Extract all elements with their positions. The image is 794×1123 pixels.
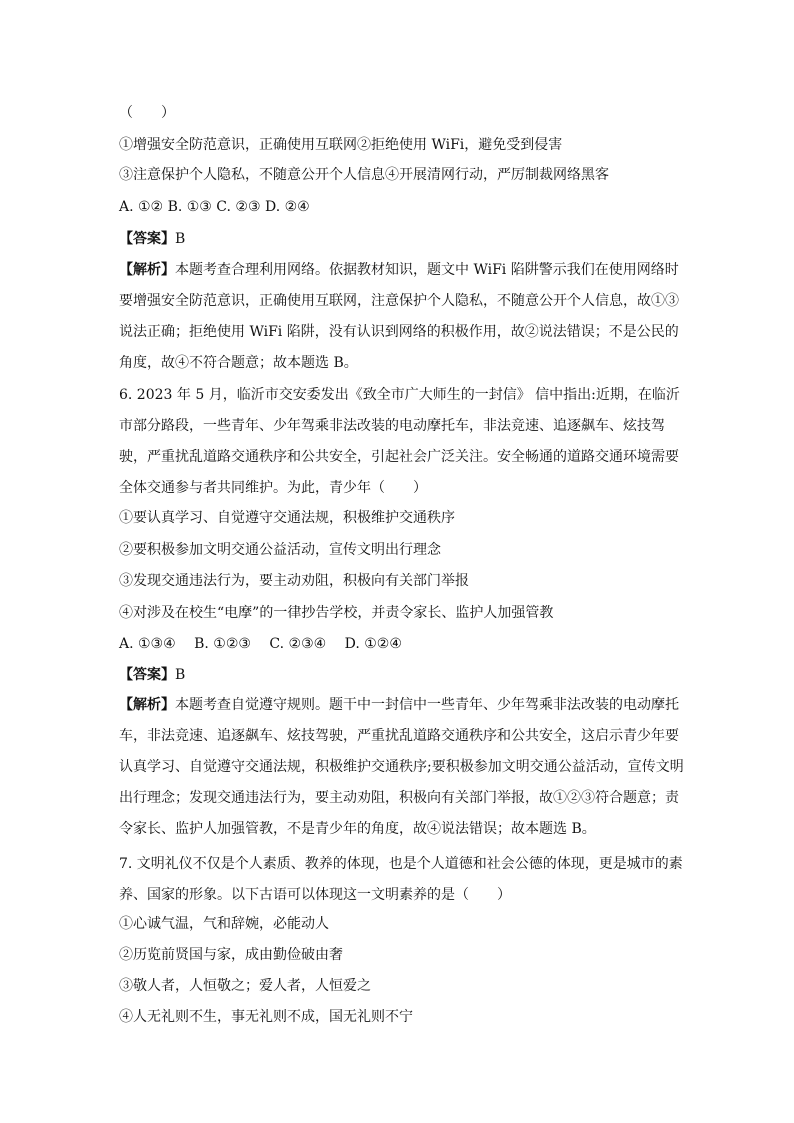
q5-answer <box>119 229 684 249</box>
answer-value: B <box>175 667 186 683</box>
q7-option-1: ①心诚气温，气和辞婉，必能动人 <box>119 916 329 932</box>
q6-analysis <box>119 690 684 845</box>
q5-choices: A. ①② B. ①③ C. ②③ D. ②④ <box>119 199 310 215</box>
q6-option-3: ③发现交通违法行为，要主动劝阻，积极向有关部门举报 <box>119 573 469 589</box>
q7-stem: 7. 文明礼仪不仅是个人素质、教养的体现，也是个人道德和社会公德的体现，更是城市的素养、国家的形象。以下古语可以体现这一文明素养的是（ ） <box>119 856 683 903</box>
q7-option-3: ③敬人者，人恒敬之；爱人者，人恒爱之 <box>119 978 371 994</box>
q6-option-1: ①要认真学习、自觉遵守交通法规，积极维护交通秩序 <box>119 510 455 526</box>
q5-stem-tail: （ ） <box>119 105 175 121</box>
answer-label: 【答案】 <box>119 231 175 247</box>
q6-answer <box>119 665 684 685</box>
q6-option-4: ④对涉及在校生“电摩”的一律抄告学校，并责令家长、监护人加强管教 <box>119 605 554 621</box>
answer-label: 【答案】 <box>119 667 175 683</box>
q6-stem: 6. 2023 年 5 月，临沂市交安委发出《致全市广大师生的一封信》 信中指出:近期，在临沂市部分路段，一些青年、少年驾乘非法改装的电动摩托车，非法竞速、追逐飙车、炫技驾驶，严重扰乱道路交通秩序和公共安全，引起社会广泛关注。安全畅通的道路交通环境需要全体交通参与者共同维护。为此，青少年（ ） <box>119 387 680 496</box>
q5-analysis <box>119 255 684 379</box>
analysis-label: 【解析】 <box>119 697 175 713</box>
analysis-text: 本题考查自觉遵守规则。题干中一封信中一些青年、少年驾乘非法改装的电动摩托车，非法竞速、追逐飙车、炫技驾驶，严重扰乱道路交通秩序和公共安全，这启示青少年要认真学习、自觉遵守交通法规，积极维护交通秩序;要积极参加文明交通公益活动，宣传文明出行理念；发现交通违法行为，要主动劝阻，积极向有关部门举报，故①②③符合题意；责令家长、监护人加强管教，不是青少年的角度，故④说法错误；故本题选 B。 <box>119 697 684 837</box>
q6-choices: A. ①③④ B. ①②③ C. ②③④ D. ①②④ <box>119 636 402 652</box>
analysis-text: 本题考查合理利用网络。依据教材知识，题文中 WiFi 陷阱警示我们在使用网络时要增强安全防范意识，正确使用互联网，注意保护个人隐私，不随意公开个人信息，故①③说法正确；拒绝使用 WiFi 陷阱，没有认识到网络的积极作用，故②说法错误；不是公民的角度，故④不符合题意；故本题选 B。 <box>119 262 679 371</box>
answer-value: B <box>175 231 186 247</box>
q6-option-2: ②要积极参加文明交通公益活动，宣传文明出行理念 <box>119 542 441 558</box>
q7-option-4: ④人无礼则不生，事无礼则不成，国无礼则不宁 <box>119 1009 413 1025</box>
q5-option-1: ①增强安全防范意识，正确使用互联网②拒绝使用 WiFi，避免受到侵害 <box>119 137 563 153</box>
analysis-label: 【解析】 <box>119 262 175 278</box>
q7-option-2: ②历览前贤国与家，成由勤俭破由奢 <box>119 947 343 963</box>
q5-option-2: ③注意保护个人隐私，不随意公开个人信息④开展清网行动，严厉制裁网络黑客 <box>119 167 609 183</box>
